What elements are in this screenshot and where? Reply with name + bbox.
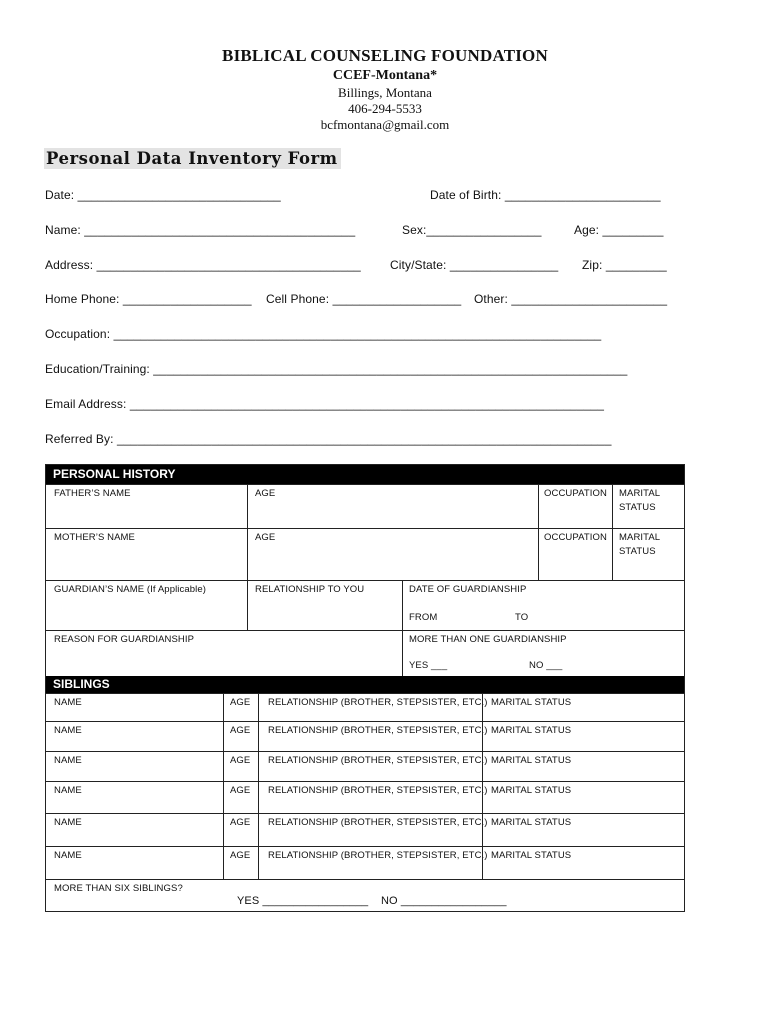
sibling-relationship-label: RELATIONSHIP (BROTHER, STEPSISTER, ETC.) <box>268 817 488 828</box>
form-title: Personal Data Inventory Form <box>44 148 341 169</box>
mother-name-label: MOTHER’S NAME <box>54 532 135 543</box>
sibling-name-label: NAME <box>54 725 82 736</box>
sibling-marital-status-cell[interactable] <box>482 781 685 813</box>
guardianship-date-cell[interactable] <box>402 580 685 630</box>
sibling-relationship-cell[interactable] <box>258 813 488 846</box>
father-status-label: STATUS <box>619 502 656 513</box>
sibling-marital-status-cell[interactable] <box>482 721 685 751</box>
sibling-marital-status-label: MARITAL STATUS <box>491 697 572 708</box>
mother-name-cell[interactable] <box>45 528 247 580</box>
personal-history-table <box>45 464 685 912</box>
father-occupation-label: OCCUPATION <box>544 488 607 499</box>
mother-age-label: AGE <box>255 532 276 543</box>
sibling-marital-status-label: MARITAL STATUS <box>491 725 572 736</box>
sibling-relationship-cell[interactable] <box>258 693 488 721</box>
father-age-cell[interactable] <box>247 484 538 528</box>
education-training-field[interactable]: Education/Training: ______________________________________________________________________ <box>45 362 628 376</box>
sibling-relationship-cell[interactable] <box>258 781 488 813</box>
date-of-birth-field[interactable]: Date of Birth: _______________________ <box>430 188 661 202</box>
sibling-age-cell[interactable] <box>223 721 258 751</box>
sibling-name-cell[interactable] <box>45 721 223 751</box>
more-than-six-siblings-label: MORE THAN SIX SIBLINGS? <box>54 883 183 894</box>
sibling-marital-status-cell[interactable] <box>482 813 685 846</box>
personal-history-header: PERSONAL HISTORY <box>45 464 685 484</box>
mother-occupation-cell[interactable] <box>538 528 612 580</box>
sibling-age-cell[interactable] <box>223 693 258 721</box>
guardian-relationship-cell[interactable] <box>247 580 402 630</box>
guardianship-date-label: DATE OF GUARDIANSHIP <box>409 584 527 595</box>
father-age-label: AGE <box>255 488 276 499</box>
sibling-name-label: NAME <box>54 817 82 828</box>
sibling-name-label: NAME <box>54 755 82 766</box>
sibling-marital-status-label: MARITAL STATUS <box>491 755 572 766</box>
multiple-guardianship-cell[interactable] <box>402 630 685 677</box>
multiple-guardianship-no[interactable]: NO ___ <box>529 660 563 671</box>
sibling-marital-status-cell[interactable] <box>482 751 685 781</box>
home-phone-field[interactable]: Home Phone: ___________________ <box>45 292 252 306</box>
sibling-age-label: AGE <box>230 725 251 736</box>
sibling-age-cell[interactable] <box>223 781 258 813</box>
city-state-field[interactable]: City/State: ________________ <box>390 258 559 272</box>
sibling-name-label: NAME <box>54 785 82 796</box>
guardianship-to-label: TO <box>515 612 529 623</box>
sibling-relationship-cell[interactable] <box>258 846 488 879</box>
sibling-age-label: AGE <box>230 817 251 828</box>
sibling-name-cell[interactable] <box>45 781 223 813</box>
sibling-relationship-label: RELATIONSHIP (BROTHER, STEPSISTER, ETC.) <box>268 697 488 708</box>
multiple-guardianship-yes[interactable]: YES ___ <box>409 660 448 671</box>
father-marital-label: MARITAL <box>619 488 661 499</box>
sibling-marital-status-cell[interactable] <box>482 693 685 721</box>
sibling-name-cell[interactable] <box>45 813 223 846</box>
sibling-relationship-label: RELATIONSHIP (BROTHER, STEPSISTER, ETC.) <box>268 785 488 796</box>
sibling-age-cell[interactable] <box>223 813 258 846</box>
mother-status-label: STATUS <box>619 546 656 557</box>
zip-field[interactable]: Zip: _________ <box>582 258 667 272</box>
other-phone-field[interactable]: Other: _______________________ <box>474 292 668 306</box>
guardianship-from-label: FROM <box>409 612 438 623</box>
sibling-name-cell[interactable] <box>45 693 223 721</box>
sibling-age-cell[interactable] <box>223 751 258 781</box>
organization-phone: 406-294-5533 <box>348 101 422 116</box>
sibling-name-cell[interactable] <box>45 846 223 879</box>
sibling-age-label: AGE <box>230 755 251 766</box>
sibling-relationship-label: RELATIONSHIP (BROTHER, STEPSISTER, ETC.) <box>268 850 488 861</box>
address-field[interactable]: Address: _______________________________________ <box>45 258 361 272</box>
father-occupation-cell[interactable] <box>538 484 612 528</box>
father-name-cell[interactable] <box>45 484 247 528</box>
sibling-marital-status-label: MARITAL STATUS <box>491 850 572 861</box>
mother-marital-cell[interactable] <box>612 528 685 580</box>
sex-field[interactable]: Sex:_________________ <box>402 223 542 237</box>
organization-email: bcfmontana@gmail.com <box>320 117 450 132</box>
sibling-age-label: AGE <box>230 697 251 708</box>
guardian-name-label: GUARDIAN’S NAME (If Applicable) <box>54 584 206 595</box>
sibling-age-label: AGE <box>230 850 251 861</box>
referred-by-field[interactable]: Referred By: _________________________________________________________________________ <box>45 432 612 446</box>
date-field[interactable]: Date: ______________________________ <box>45 188 281 202</box>
guardianship-reason-label: REASON FOR GUARDIANSHIP <box>54 634 195 645</box>
father-marital-cell[interactable] <box>612 484 685 528</box>
father-name-label: FATHER’S NAME <box>54 488 131 499</box>
email-address-field[interactable]: Email Address: ______________________________________________________________________ <box>45 397 605 411</box>
sibling-relationship-label: RELATIONSHIP (BROTHER, STEPSISTER, ETC.) <box>268 755 488 766</box>
sibling-relationship-cell[interactable] <box>258 751 488 781</box>
siblings-header: SIBLINGS <box>45 676 685 693</box>
sibling-name-label: NAME <box>54 697 82 708</box>
sibling-marital-status-cell[interactable] <box>482 846 685 879</box>
name-field[interactable]: Name: ________________________________________ <box>45 223 356 237</box>
organization-subtitle: CCEF-Montana* <box>332 68 438 83</box>
sibling-age-cell[interactable] <box>223 846 258 879</box>
guardianship-reason-cell[interactable] <box>45 630 402 677</box>
organization-city: Billings, Montana <box>338 85 432 100</box>
occupation-field[interactable]: Occupation: ________________________________________________________________________ <box>45 327 602 341</box>
age-field[interactable]: Age: _________ <box>574 223 664 237</box>
mother-age-cell[interactable] <box>247 528 538 580</box>
guardian-relationship-label: RELATIONSHIP TO YOU <box>255 584 365 595</box>
organization-name: BIBLICAL COUNSELING FOUNDATION <box>222 46 548 65</box>
sibling-age-label: AGE <box>230 785 251 796</box>
sibling-relationship-cell[interactable] <box>258 721 488 751</box>
more-than-six-siblings-cell[interactable] <box>45 879 685 912</box>
sibling-marital-status-label: MARITAL STATUS <box>491 785 572 796</box>
more-than-six-no[interactable]: NO _________________ <box>381 895 507 907</box>
mother-marital-label: MARITAL <box>619 532 661 543</box>
more-than-six-yes[interactable]: YES _________________ <box>237 895 369 907</box>
sibling-name-cell[interactable] <box>45 751 223 781</box>
sibling-name-label: NAME <box>54 850 82 861</box>
cell-phone-field[interactable]: Cell Phone: ___________________ <box>266 292 462 306</box>
sibling-relationship-label: RELATIONSHIP (BROTHER, STEPSISTER, ETC.) <box>268 725 488 736</box>
multiple-guardianship-label: MORE THAN ONE GUARDIANSHIP <box>409 634 567 645</box>
mother-occupation-label: OCCUPATION <box>544 532 607 543</box>
guardian-name-cell[interactable] <box>45 580 247 630</box>
sibling-marital-status-label: MARITAL STATUS <box>491 817 572 828</box>
